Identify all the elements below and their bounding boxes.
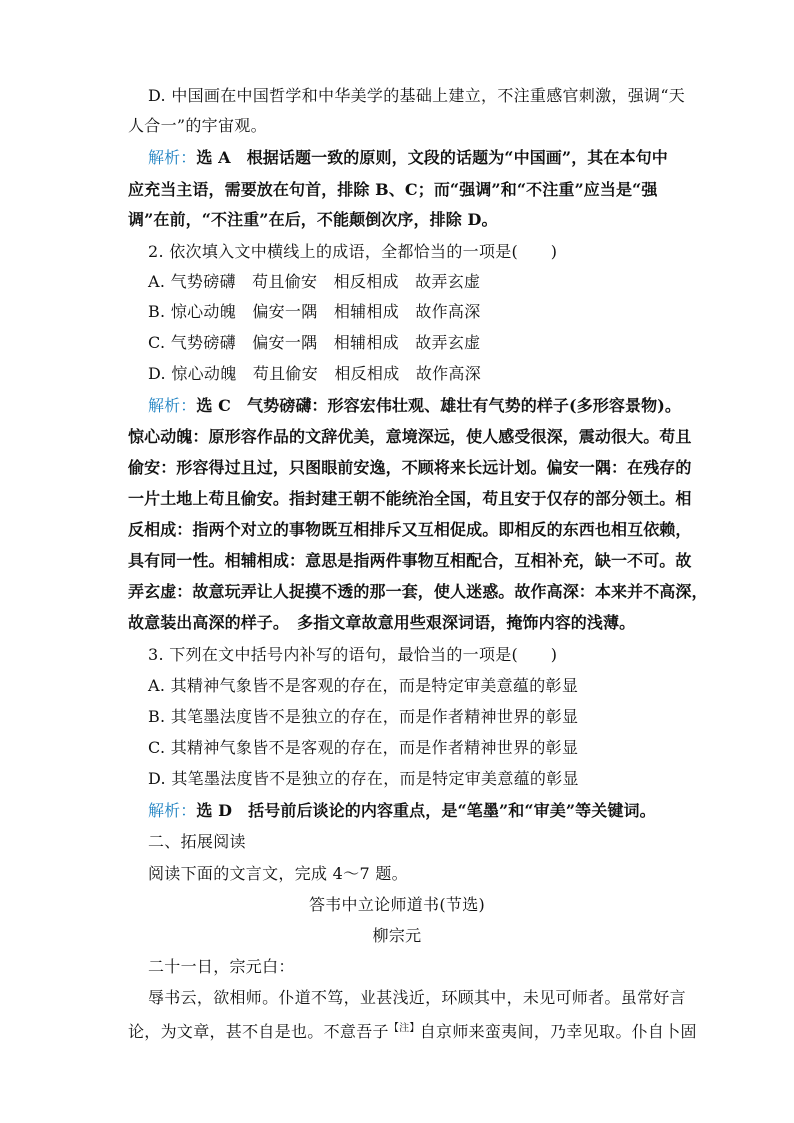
q3-option-b: B. 其笔墨法度皆不是独立的存在，而是作者精神世界的彰显 <box>148 707 579 726</box>
section-heading: 二、拓展阅读 <box>148 832 246 851</box>
q2-analysis-line5: 反相成：指两个对立的事物既互相排斥又互相促成。即相反的东西也相互依赖， <box>128 520 692 539</box>
q3-analysis: 解析：选 D 括号前后谈论的内容重点，是“笔墨”和“审美”等关键词。 <box>148 801 656 820</box>
q2-option-d: D. 惊心动魄 苟且偷安 相反相成 故作高深 <box>148 364 482 383</box>
q2-analysis-line8: 故意装出高深的样子。 多指文章故意用些艰深词语，掩饰内容的浅薄。 <box>128 613 636 632</box>
q2-option-b: B. 惊心动魄 偏安一隅 相辅相成 故作高深 <box>148 302 481 321</box>
q1-analysis-line2: 应充当主语，需要放在句首，排除 B、C；而“强调”和“不注重”应当是“强 <box>128 180 658 199</box>
q1-analysis-line3: 调”在前，“不注重”在后，不能颠倒次序，排除 D。 <box>128 210 498 229</box>
q3-option-d: D. 其笔墨法度皆不是独立的存在，而是特定审美意蕴的彰显 <box>148 769 579 788</box>
q2-analysis-line6: 具有同一性。相辅相成：意思是指两件事物互相配合，互相补充，缺一不可。故 <box>128 551 692 570</box>
note-marker: 【注】 <box>388 1023 420 1034</box>
analysis-label: 解析： <box>148 801 197 820</box>
q2-stem: 2. 依次填入文中横线上的成语，全都恰当的一项是( ) <box>148 242 558 261</box>
q2-analysis-line2: 惊心动魄：原形容作品的文辞优美，意境深远，使人感受很深，震动很大。苟且 <box>128 427 692 446</box>
q2-analysis-line3: 偷安：形容得过且过，只图眼前安逸，不顾将来长远计划。偏安一隅：在残存的 <box>128 458 692 477</box>
q2-analysis-line7: 弄玄虚：故意玩弄让人捉摸不透的那一套，使人迷惑。故作高深：本来并不高深， <box>128 582 708 601</box>
analysis-label: 解析： <box>148 148 197 167</box>
q1-analysis-line1: 解析：选 A 根据话题一致的原则，文段的话题为“中国画”，其在本句中 <box>148 148 668 167</box>
q2-option-c: C. 气势磅礴 偏安一隅 相辅相成 故弄玄虚 <box>148 333 481 352</box>
q2-analysis-line4: 一片土地上苟且偷安。指封建王朝不能统治全国，苟且安于仅存的部分领土。相 <box>128 489 692 508</box>
passage-title: 答韦中立论师道书(节选) <box>308 895 486 914</box>
q2-analysis-line1: 解析：选 C 气势磅礴：形容宏伟壮观、雄壮有气势的样子(多形容景物)。 <box>148 396 681 415</box>
section-instruction: 阅读下面的文言文，完成 4～7 题。 <box>148 864 408 883</box>
q1-option-d-line2: 人合一”的宇宙观。 <box>128 116 267 135</box>
q3-stem: 3. 下列在文中括号内补写的语句，最恰当的一项是( ) <box>148 645 558 664</box>
passage-line1: 二十一日，宗元白： <box>148 957 295 976</box>
q3-option-a: A. 其精神气象皆不是客观的存在，而是特定审美意蕴的彰显 <box>148 676 579 695</box>
passage-author: 柳宗元 <box>372 926 422 945</box>
q3-option-c: C. 其精神气象皆不是客观的存在，而是作者精神世界的彰显 <box>148 738 579 757</box>
q2-option-a: A. 气势磅礴 苟且偷安 相反相成 故弄玄虚 <box>148 272 481 291</box>
passage-line2: 辱书云，欲相师。仆道不笃，业甚浅近，环顾其中，未见可师者。虽常好言 <box>148 988 686 1007</box>
q1-option-d-line1: D. 中国画在中国哲学和中华美学的基础上建立，不注重感官刺激，强调“天 <box>148 86 686 105</box>
passage-line3: 论，为文章，甚不自是也。不意吾子$^{【注】}$自京师来蛮夷间，乃幸见取。仆自卜固 <box>128 1022 697 1041</box>
analysis-label: 解析： <box>148 396 197 415</box>
